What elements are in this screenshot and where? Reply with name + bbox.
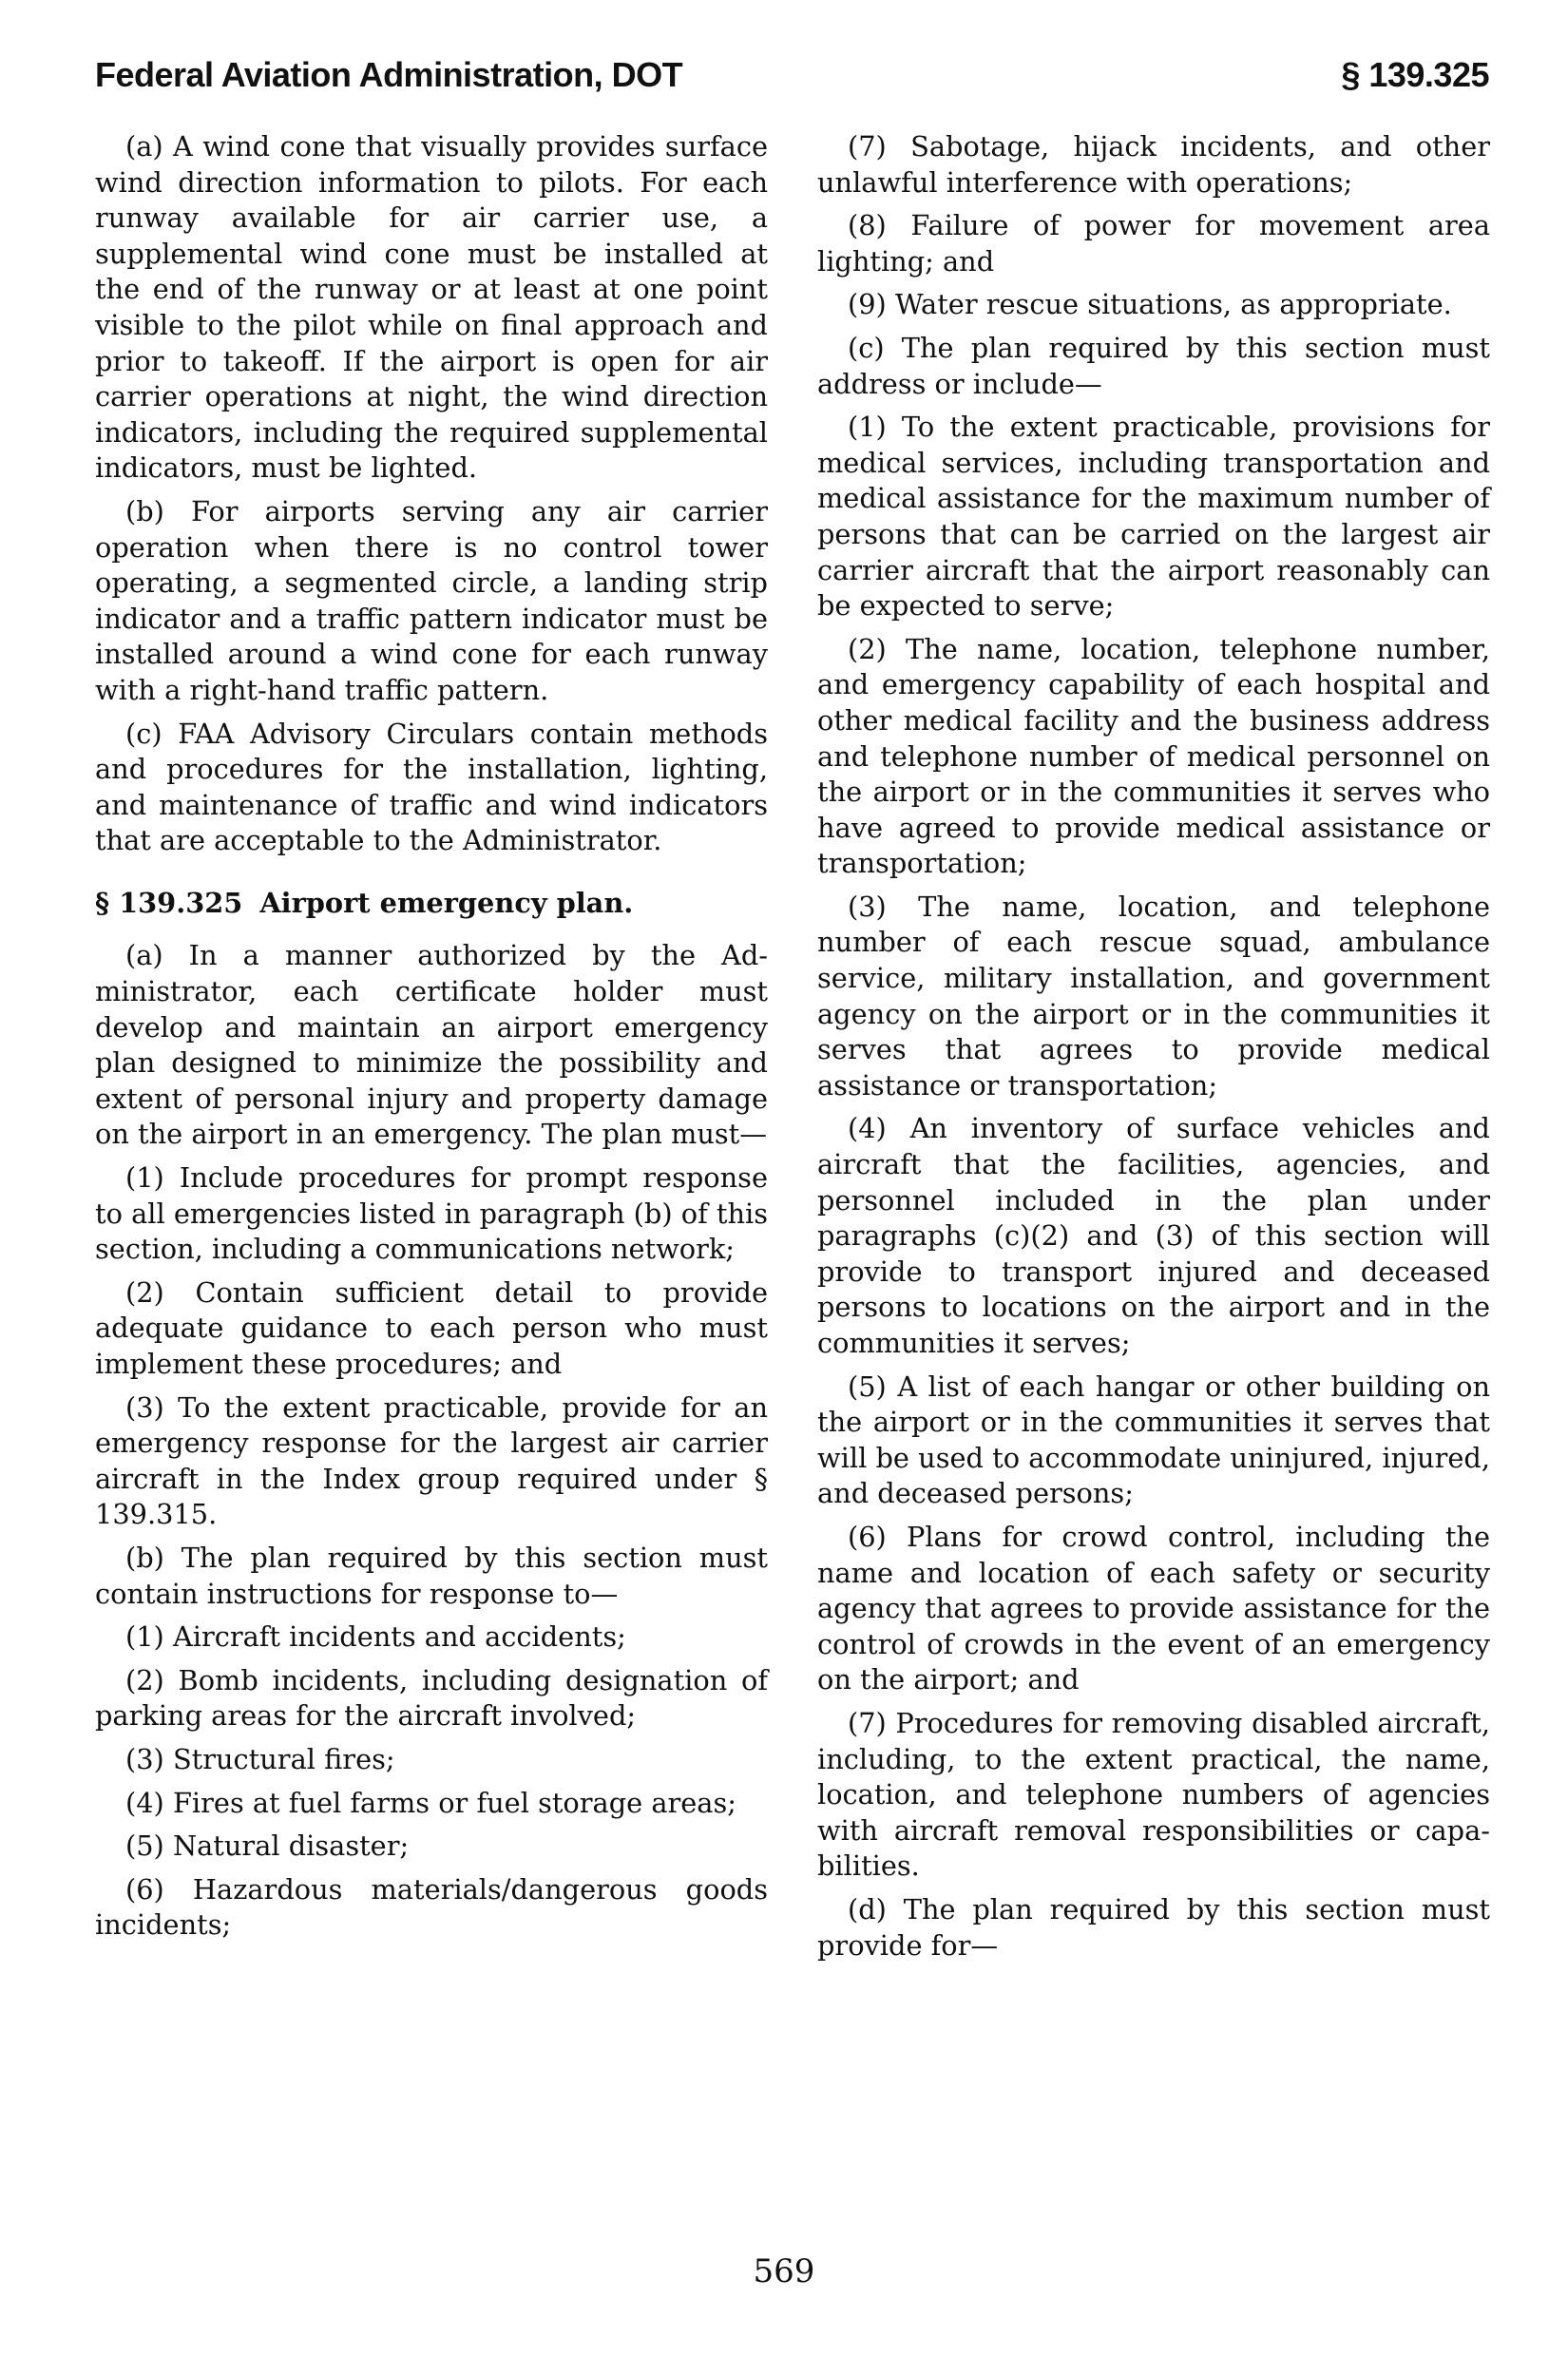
paragraph-plan-c-7: (7) Procedures for removing disabled aircraft, including, to the extent practical, the name, location, and telephone numbers of agencies with aircraft removal responsibilities or capabilities. [817,1706,1490,1883]
header-section-number: § 139.325 [1341,55,1489,94]
paragraph-plan-a-2: (2) Contain sufficient detail to provide adequate guidance to each person who must implement these procedures; and [95,1275,768,1380]
page-number: 569 [753,2252,815,2290]
paragraph-plan-b-8: (8) Failure of power for movement area lighting; and [817,209,1490,278]
right-column [817,129,1490,1971]
paragraph-plan-b-9: (9) Water rescue situations, as appropriate. [848,288,1452,321]
paragraph-plan-b-1: (1) Aircraft incidents and accidents; [125,1620,626,1654]
paragraph-plan-a: (a) In a manner authorized by the Administrator, each certificate holder must develop and maintain an airport emergency plan designed to minimize the possibility and extent of personal injury and property damage on the airport in an emergency. The plan must— [95,939,768,1151]
paragraph-advisory-circulars-c: (c) FAA Advisory Circulars contain methods and procedures for the installation, lighting, and maintenance of traffic and wind indicators that are acceptable to the Administrator. [95,717,768,857]
section-heading-number: § 139.325 [95,886,243,919]
paragraph-plan-b: (b) The plan required by this section must contain instructions for response to— [95,1541,768,1610]
paragraph-plan-b-5: (5) Natural disaster; [125,1830,410,1863]
paragraph-plan-a-1: (1) Include procedures for prompt response to all emergencies listed in paragraph (b) of this section, including a communications network; [95,1161,768,1266]
paragraph-plan-b-4: (4) Fires at fuel farms or fuel storage areas; [125,1786,736,1819]
paragraph-plan-b-6: (6) Hazardous materials/dangerous goods incidents; [95,1872,768,1942]
paragraph-plan-b-2: (2) Bomb incidents, including designation of parking areas for the aircraft involved; [95,1663,768,1733]
paragraph-plan-a-3: (3) To the extent practicable, provide for an emergency response for the largest air carrier aircraft in the Index group required under § 139.315. [95,1390,768,1531]
section-heading [95,886,768,922]
paragraph-wind-cone-a: (a) A wind cone that visually provides surface wind direction information to pilots. For each runway available for air carrier use, a supplemental wind cone must be installed at the end of the runway or at least at one point visible to the pilot while on final approach and prior to takeoff. If the airport is open for air carrier operations at night, the wind direction indicators, including the required supplemental indicators, must be lighted. [95,130,768,485]
header-agency: Federal Aviation Administration, DOT [95,55,683,94]
paragraph-plan-c-6: (6) Plans for crowd control, including the name and location of each safety or security agency that agrees to provide assistance for the control of crowds in the event of an emergency on the airport; and [817,1520,1490,1696]
paragraph-segmented-circle-b: (b) For airports serving any air carrier operation when there is no control tower operating, a segmented circle, a landing strip indicator and a traffic pattern indicator must be installed around a wind cone for each runway with a right-hand traffic pattern. [95,494,768,706]
paragraph-plan-b-3: (3) Structural fires; [125,1742,395,1775]
paragraph-plan-c-1: (1) To the extent practicable, provisions for medical services, including transportation and medical assistance for the maximum number of persons that can be carried on the largest air carrier aircraft that the airport reasonably can be expected to serve; [817,411,1490,623]
running-header [95,51,1489,99]
paragraph-plan-c: (c) The plan required by this section must address or include— [817,331,1490,400]
paragraph-plan-c-2: (2) The name, location, telephone number, and emergency capability of each hospital and other medical facility and the business address and telephone number of medical personnel on the airport or in the communities it serves who have agreed to provide medical assistance or transportation; [817,632,1490,880]
paragraph-plan-d: (d) The plan required by this section must provide for— [817,1892,1490,1962]
section-heading-title: Airport emergency plan. [259,886,634,919]
paragraph-plan-c-5: (5) A list of each hangar or other building on the airport or in the communities it serves that will be used to accommodate uninjured, injured, and deceased persons; [817,1370,1490,1510]
paragraph-plan-c-3: (3) The name, location, and telephone number of each rescue squad, ambulance service, military installation, and government agency on the airport or in the communities it serves that agrees to provide medical assistance or transportation; [817,890,1490,1102]
paragraph-plan-b-7: (7) Sabotage, hijack incidents, and other unlawful interference with operations; [817,130,1490,199]
paragraph-plan-c-4: (4) An inventory of surface vehicles and aircraft that the facilities, agencies, and personnel included in the plan under paragraphs (c)(2) and (3) of this section will provide to transport injured and deceased persons to locations on the airport and in the communities it serves; [817,1112,1490,1359]
left-column [95,129,768,1951]
